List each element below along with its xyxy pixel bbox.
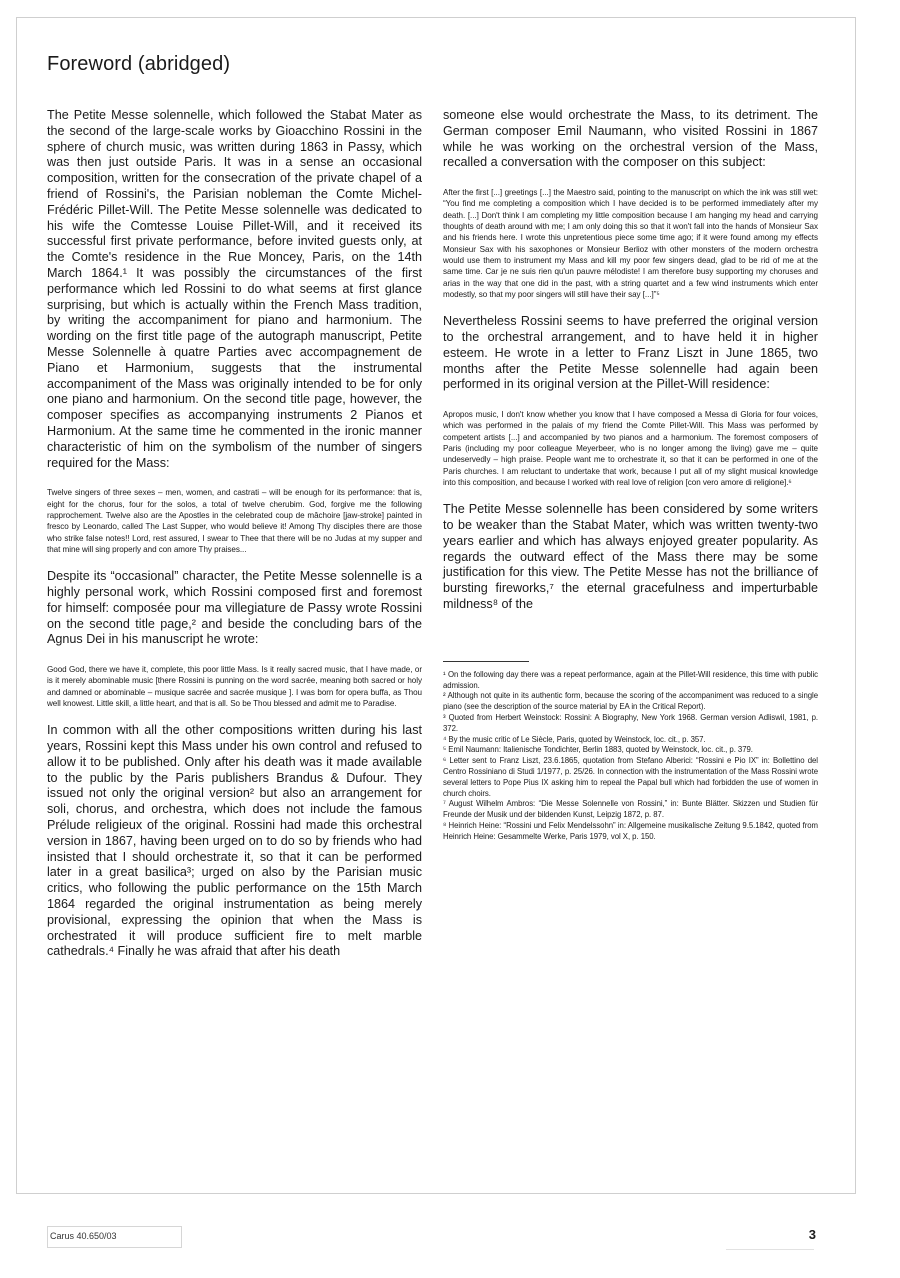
block-quote: Apropos music, I don't know whether you know that I have composed a Messa di Gloria for four voices, which was performed in the palais of my friend the Comte Pillet-Will. This Mass was performed by competent artists [...] and accompanied by two pianos and a harmonium. The foremost composers of Paris (including my poor colleague Meyerbeer, who is no longer among the living) gave me – quite undeservedly – high praise. People want me to orchestrate it, so that it can be performed in one of the Paris churches. I am reluctant to undertake that work, because I put all of my slight musical knowledge into this composition, and because I worked with real love of religion [con vero amore di religione].⁶ xyxy=(443,410,818,487)
left-column xyxy=(47,108,422,960)
paragraph: someone else would orchestrate the Mass, to its detriment. The German composer Emil Naumann, who visited Rossini in 1867 while he was working on the orchestral version of the Mass, recalled a conversation with the composer on this subject: xyxy=(443,108,818,170)
footnote: ⁸ Heinrich Heine: “Rossini und Felix Mendelssohn” in: Allgemeine musikalische Zeitung 9.5.1842, quoted from Heinrich Heine: Gesammelte Werke, Paris 1979, vol X, p. 150. xyxy=(443,820,818,841)
block-quote: After the first [...] greetings [...] the Maestro said, pointing to the manuscript on which the ink was still wet: “You find me completing a composition which I have decided is to be performed immediately after my death. [...] Don't think I am completing my little composition because I am hanging my head and carrying thoughts of death around with me; I am only doing this so that it won't fall into the hands of Monsieur Sax and his friends here. I wrote this unpretentious piece some time ago; if it were found among my effects Monsieur Sax with his saxophones or Monsieur Berlioz with other monsters of the modern orchestra would use them to instrument my Mass and kill my poor few singers dead, glad to be rid of me at the same time. Car je ne suis rien qu'un pauvre mélodiste! I am therefore busy supporting my choruses and arias in the way that one did in the past, with a string quartet and a few wind instruments which enter modestly, so that my poor singers will still have their say [...]”⁵ xyxy=(443,188,818,299)
paragraph: In common with all the other compositions written during his last years, Rossini kept this Mass under his own control and refused to allow it to be published. Only after his death was it made available to the public by the Paris publishers Brandus & Dufour. They issued not only the original version² but also an arrangement for soli, chorus, and orchestra, which does not include the famous Prélude religieux of the original. Rossini had made this orchestral version in 1867, having been urged on to do so by friends who had insisted that I should orchestrate it, so that it can be performed later in a great basilica³; urged on also by the Parisian music critics, who following the public performance on the 15th March 1864 regarded the original instrumentation as being merely provisional, expressing the opinion that when the Mass is orchestrated it will produce sufficient fire to melt marble cathedrals.⁴ Finally he was afraid that after his death xyxy=(47,723,422,959)
block-quote: Good God, there we have it, complete, this poor little Mass. Is it really sacred music, that I have made, or is it merely abominable music [there Rossini is punning on the word sacrée, meaning both sacred or holy and damned or abominable – musique sacrée and sacrée musique ]. I was born for opera buffa, as Thou well knowest. Little skill, a little heart, and that is all. So be Thou blessed and admit me to Paradise. xyxy=(47,665,422,708)
footnote: ⁷ August Wilhelm Ambros: “Die Messe Solennelle von Rossini,” in: Bunte Blätter. Skizzen und Studien für Freunde der Musik und der bildenden Kunst, Leipzig 1872, p. 87. xyxy=(443,799,818,820)
footnote: ⁶ Letter sent to Franz Liszt, 23.6.1865, quotation from Stefano Alberici: “Rossini e Pio IX” in: Bollettino del Centro Rossiniano di Studi 1/1977, p. 25/26. In connection with the instrumentation of the Mass Rossini wrote several letters to Pope Pius IX asking him to repeal the Papal bull which had forbidden the use of women in church choirs. xyxy=(443,756,818,798)
page-title: Foreword (abridged) xyxy=(47,53,231,75)
footnote: ⁴ By the music critic of Le Siècle, Paris, quoted by Weinstock, loc. cit., p. 357. xyxy=(443,734,706,744)
footnote: ¹ On the following day there was a repeat performance, again at the Pillet-Will residence, this time with public admission. xyxy=(443,669,818,690)
paragraph: The Petite Messe solennelle has been considered by some writers to be weaker than the Stabat Mater, which was written twenty-two years earlier and which has always enjoyed greater popularity. As regards the outward effect of the Mass there may be some justification for this view. The Petite Messe has not the brilliance of bursting fireworks,⁷ the eternal gracefulness and imperturbable mildness⁸ of the xyxy=(443,502,818,611)
block-quote: Twelve singers of three sexes – men, women, and castrati – will be enough for its performance: that is, eight for the chorus, four for the solos, a total of twelve cherubim. God, forgive me the following rapprochement. Twelve also are the Apostles in the celebrated coup de mâchoire [jaw-stroke] painted in fresco by Leonardo, called The Last Supper, who would believe it! Among Thy disciples there are those who strike false notes!! Lord, rest assured, I swear to Thee that there will be no Judas at my supper and that mine will sing properly and con amore Thy praises... xyxy=(47,488,422,554)
footnotes xyxy=(443,670,818,843)
footer-divider xyxy=(726,1249,814,1250)
paragraph: Nevertheless Rossini seems to have preferred the original version to the orchestral arrangement, and to have held it in higher esteem. He wrote in a letter to Franz Liszt in June 1865, two months after the Petite Messe solennelle had again been performed in its original version at the Pillet-Will residence: xyxy=(443,314,818,392)
right-column xyxy=(443,108,818,843)
footnote: ³ Quoted from Herbert Weinstock: Rossini: A Biography, New York 1968. German version Adliswil, 1981, p. 372. xyxy=(443,712,818,733)
paragraph: The Petite Messe solennelle, which followed the Stabat Mater as the second of the large-scale works by Gioacchino Rossini in the sphere of church music, was written during 1863 in Passy, which was then just outside Paris. It was in a sense an occasional composition, written for the consecration of the private chapel of a friend of Rossini's, the Parisian nobleman the Comte Michel-Frédéric Pillet-Will. The Petite Messe solennelle was dedicated to his wife the Comtesse Louise Pillet-Will, and it received its successful first private performance, before invited guests only, at the Comte's residence in the Rue Moncey, Paris, on the 14th March 1864.¹ It was possibly the circumstances of the first performance which led Rossini to do what seems at first glance surprising, but which is actually within the French Mass tradition, by writing the accompaniment for piano and harmonium. The wording on the first title page of the autograph manuscript, Petite Messe Solennelle à quatre Parties avec accompagnement de Piano et Harmonium, suggests that the instrumental accompaniment of the Mass was originally intended to be for only one piano and harmonium. On the second title page, however, the composer specifies as accompanying instruments 2 Pianos et Harmonium. At the same time he commented in the ironic manner characteristic of him on the symbolism of the number of singers required for the Mass: xyxy=(47,108,422,470)
footnote: ² Although not quite in its authentic form, because the scoring of the accompaniment was reduced to a single piano (see the description of the source material by EA in the Critical Report). xyxy=(443,691,818,712)
paragraph: Despite its “occasional” character, the Petite Messe solennelle is a highly personal work, which Rossini composed first and foremost for himself: composée pour ma villegiature de Passy wrote Rossini on the second title page,² and beside the concluding bars of the Agnus Dei in his manuscript he wrote: xyxy=(47,569,422,647)
footnote-divider xyxy=(443,661,529,662)
footnote: ⁵ Emil Naumann: Italienische Tondichter, Berlin 1883, quoted by Weinstock, loc. cit., p. 379. xyxy=(443,745,753,755)
catalog-number: Carus 40.650/03 xyxy=(50,1231,117,1241)
page-number: 3 xyxy=(808,1227,816,1242)
